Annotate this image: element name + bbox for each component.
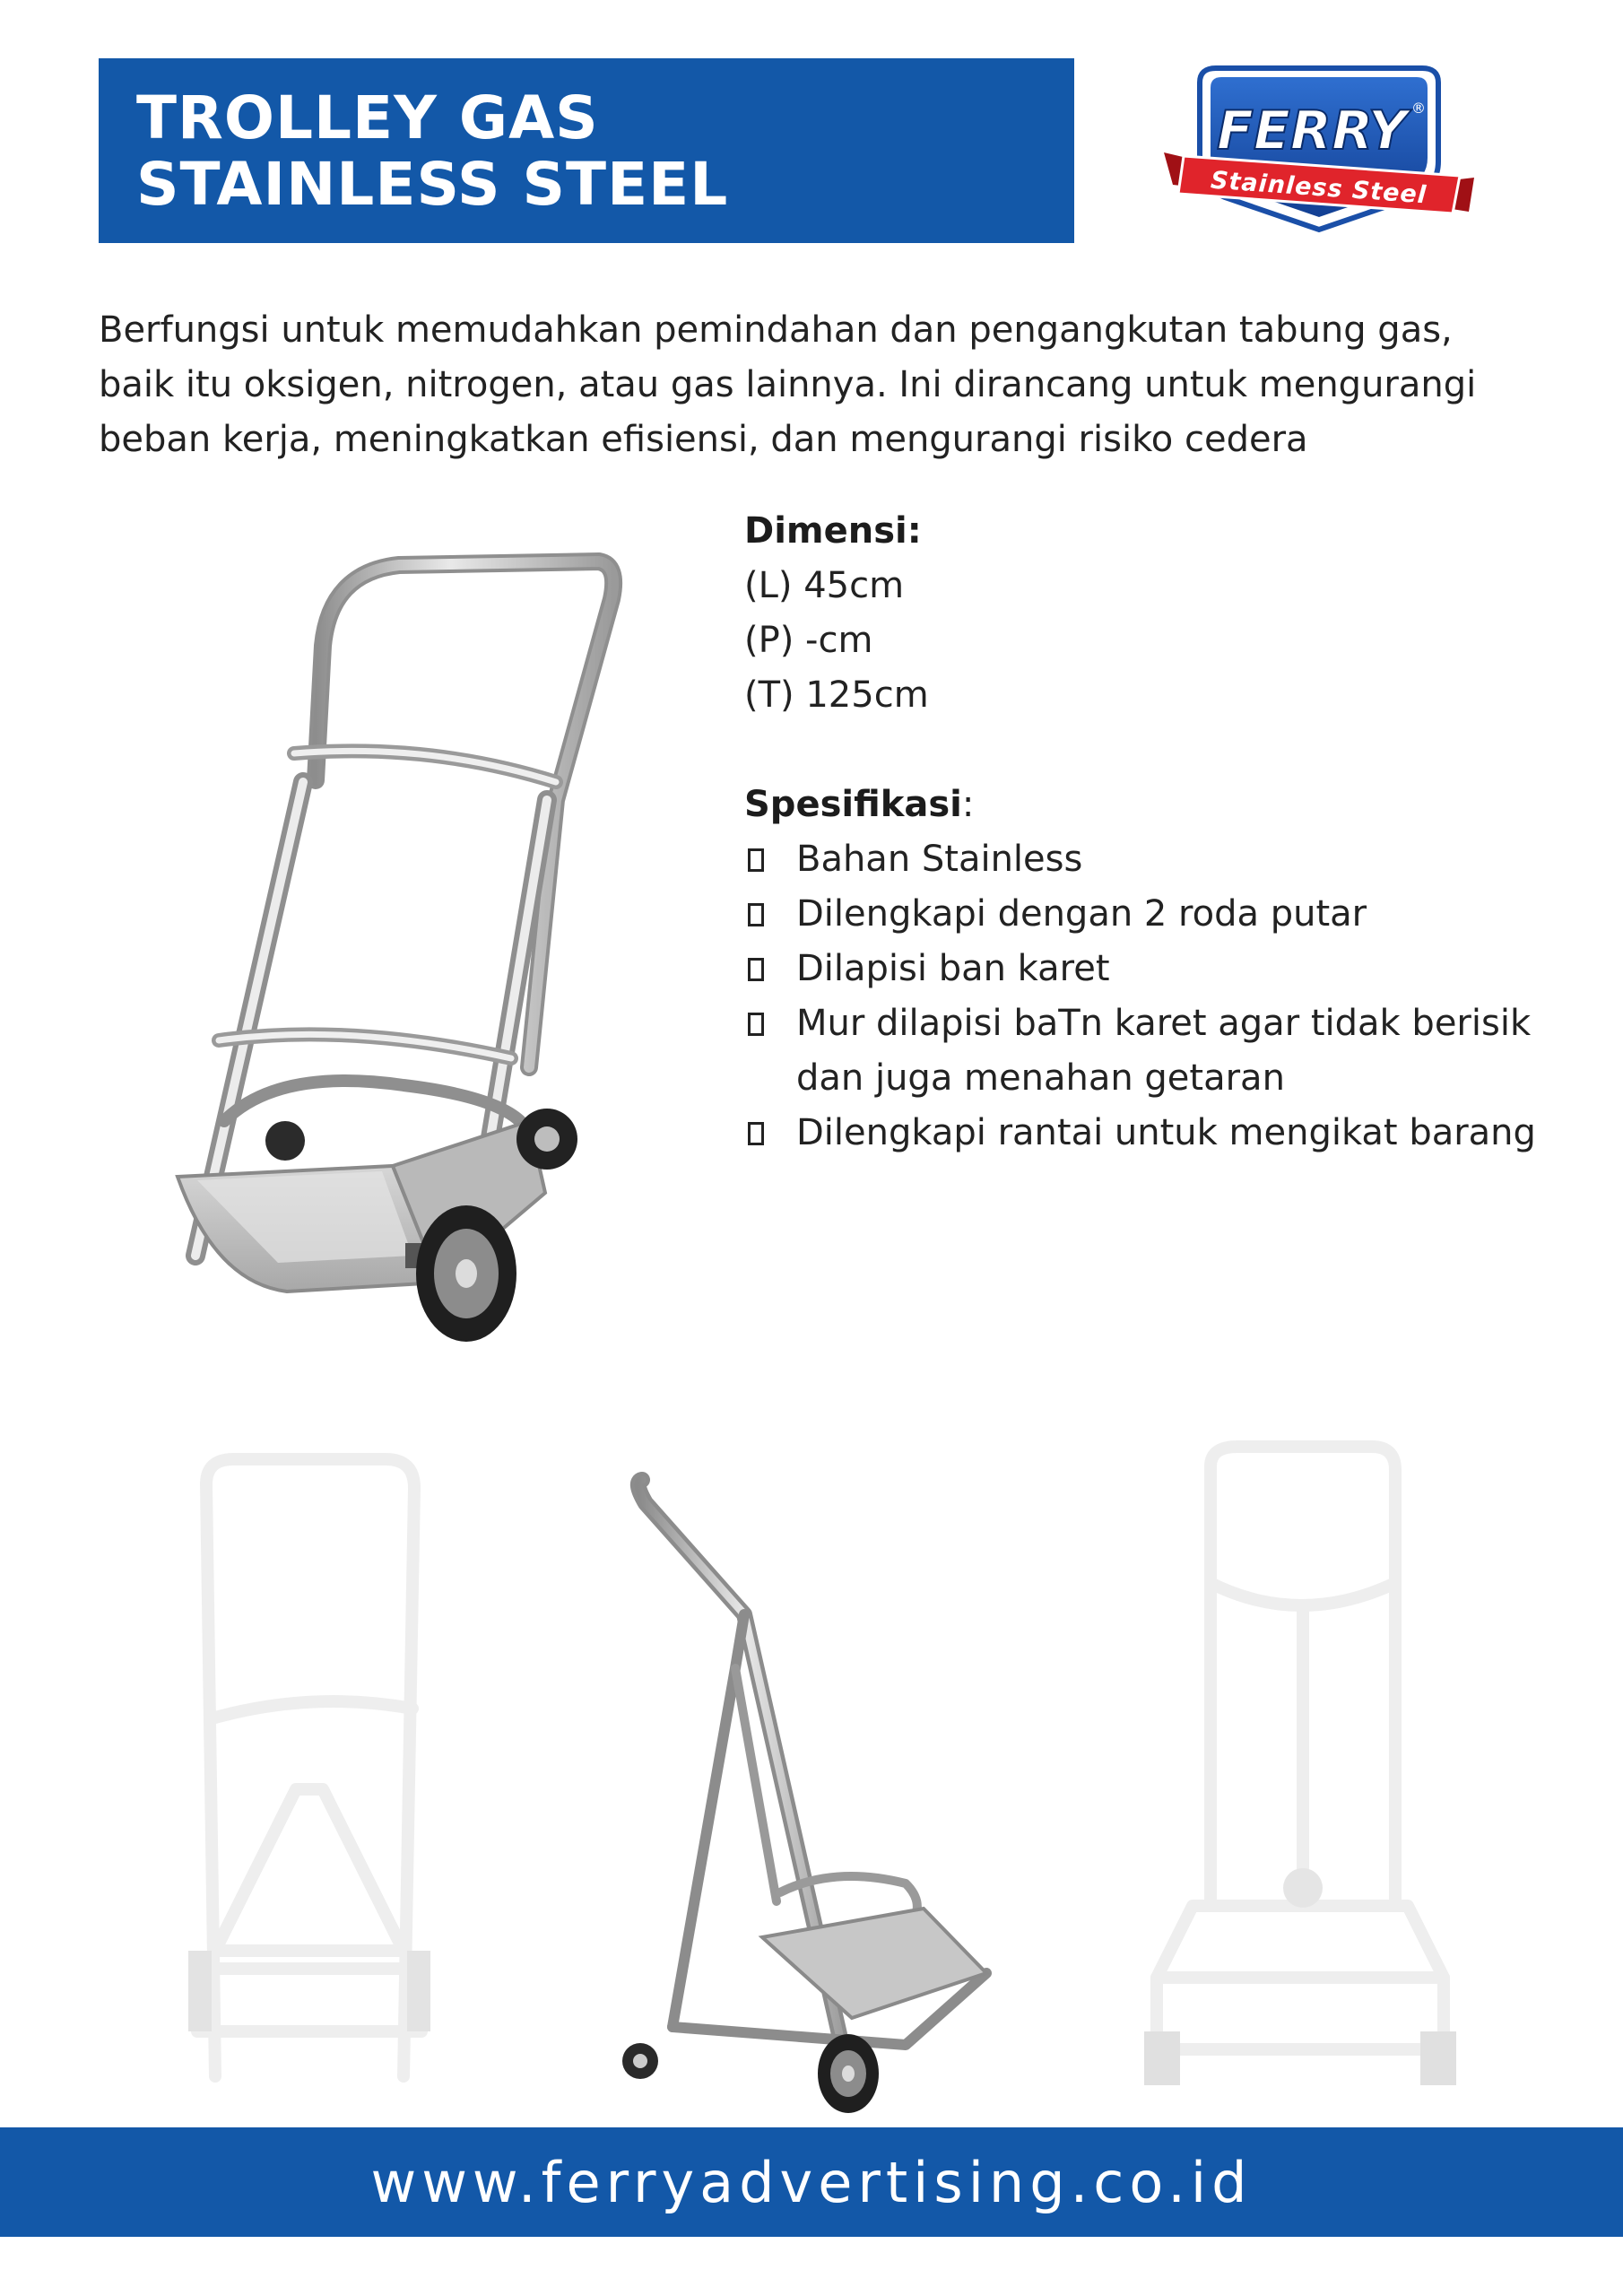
dimension-depth: (P) -cm (744, 620, 873, 661)
spec-column (744, 504, 1551, 1161)
dimension-length: (L) 45cm (744, 565, 905, 606)
specifications-heading: Spesifikasi (744, 784, 962, 825)
trolley-side-image (610, 1471, 1004, 2117)
product-description: Berfungsi untuk memudahkan pemindahan dan pengangkutan tabung gas, baik itu oksigen, nitrogen, atau gas lainnya. Ini dirancang untuk mengurangi beban kerja, meningkatkan efisiensi, dan mengurangi risiko cedera (99, 309, 1477, 460)
spec-item (744, 832, 1551, 887)
logo-brand-text: FERRY (1216, 100, 1408, 162)
spec-item (744, 1106, 1551, 1161)
checkbox-icon (748, 1122, 764, 1145)
dimensions-heading: Dimensi: (744, 510, 922, 552)
trolley-back-image (179, 1448, 439, 2094)
logo-registered-mark: ® (1411, 100, 1426, 117)
specifications-heading-row (744, 778, 1551, 832)
title-banner (99, 58, 1074, 243)
title-line-2: STAINLESS STEEL (136, 150, 729, 219)
checkbox-icon (748, 903, 764, 926)
spec-item (744, 996, 1551, 1106)
footer-banner (0, 2127, 1623, 2237)
spec-item (744, 942, 1551, 996)
checkbox-icon (748, 1013, 764, 1036)
spec-item-text: Bahan Stainless (796, 839, 1083, 880)
checkbox-icon (748, 848, 764, 872)
logo-ribbon-text: Stainless Steel (1210, 166, 1428, 210)
ferry-logo (1164, 63, 1474, 242)
spec-item-text: Dilengkapi rantai untuk mengikat barang (796, 1112, 1536, 1153)
trolley-front-image (170, 547, 655, 1354)
specifications-colon: : (961, 784, 975, 825)
dimension-height: (T) 125cm (744, 674, 929, 716)
trolley-front-ghost-image (1139, 1439, 1462, 2094)
checkbox-icon (748, 958, 764, 981)
spec-item-text: Dilengkapi dengan 2 roda putar (796, 893, 1367, 935)
spec-item (744, 887, 1551, 942)
spec-item-text: Dilapisi ban karet (796, 948, 1110, 989)
footer-website-link[interactable]: www.ferryadvertising.co.id (370, 2149, 1253, 2215)
title-line-1: TROLLEY GAS (136, 83, 599, 152)
spec-item-text: Mur dilapisi baTn karet agar tidak berisik dan juga menahan getaran (796, 1003, 1532, 1099)
